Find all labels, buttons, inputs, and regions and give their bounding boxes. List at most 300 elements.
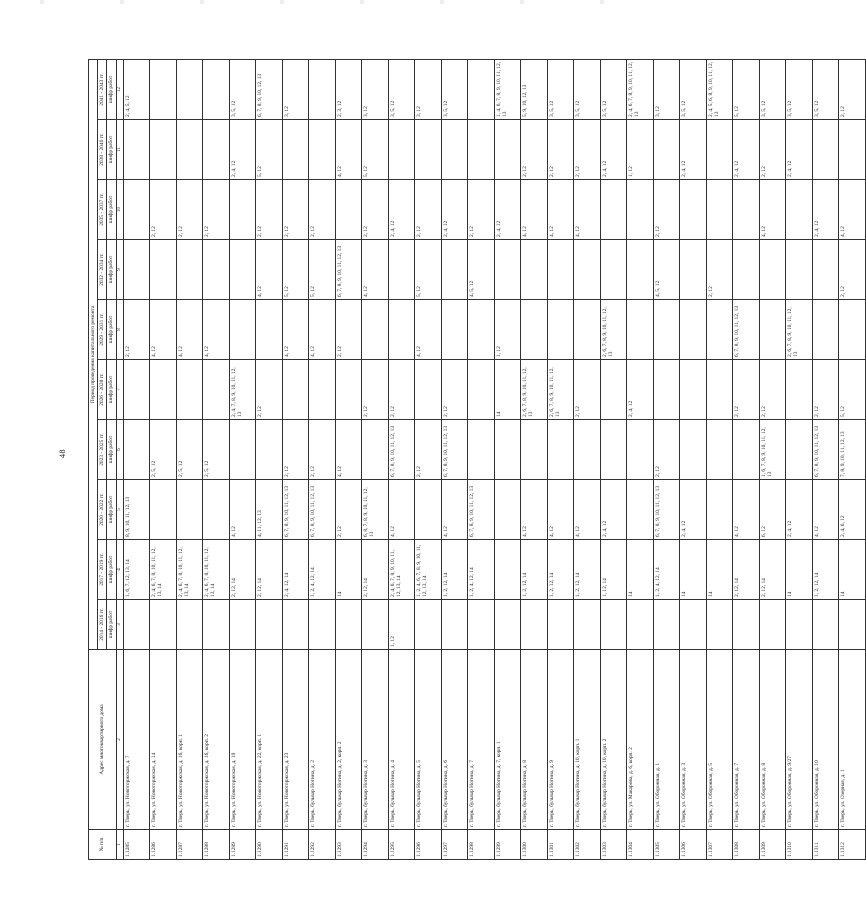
work-code-cell: 4, 12 xyxy=(547,480,574,540)
work-code-cell: 4, 5, 12 xyxy=(468,240,495,300)
work-code-cell xyxy=(150,480,177,540)
work-code-cell: 2, 4, 12 xyxy=(441,180,468,240)
work-code-cell xyxy=(680,300,707,360)
column-number: 8 xyxy=(116,300,123,360)
work-code-cell xyxy=(600,600,627,650)
work-code-cell: 2, 6, 7, 8, 9, 10, 11, 12, 13 xyxy=(600,300,627,360)
row-number-cell: 1.1303 xyxy=(600,830,627,860)
address-cell: г. Тверь, ул. Оборонная, д. 9/27 xyxy=(786,650,813,830)
table-row xyxy=(574,59,601,859)
work-code-cell: 4, 12 xyxy=(521,180,548,240)
work-code-cell: 2, 6, 7, 8, 9, 10, 11, 12, 13 xyxy=(521,360,548,420)
work-code-cell: 2, 12 xyxy=(415,180,442,240)
work-code-cell: 4, 12 xyxy=(229,480,256,540)
address-cell: г. Тверь, ул. Оборонная, д. 3 xyxy=(680,650,707,830)
work-code-cell: 1, 2, 4, 12, 14 xyxy=(653,540,680,600)
work-code-cell xyxy=(680,600,707,650)
work-code-cell: 2, 4, 6, 7, 8, 10, 11, 12, 13, 14 xyxy=(203,540,230,600)
work-code-cell: 1, 2, 4, 12, 14 xyxy=(468,540,495,600)
work-code-cell xyxy=(706,360,733,420)
work-code-cell: 4, 12 xyxy=(521,480,548,540)
work-code-cell: 6, 7, 8, 9, 10, 11, 12, 13 xyxy=(282,480,309,540)
work-code-cell xyxy=(309,360,336,420)
row-number-cell: 1.1296 xyxy=(415,830,442,860)
address-cell: г. Тверь, ул. Новоторжская, д. 22, корп. 1 xyxy=(256,650,283,830)
work-code-cell: 3, 5, 12 xyxy=(574,59,601,119)
work-code-cell: 14 xyxy=(839,540,866,600)
work-code-cell xyxy=(706,300,733,360)
table-row xyxy=(786,59,813,859)
work-code-cell: 2, 12 xyxy=(335,300,362,360)
work-code-cell: 2, 4, 12 xyxy=(229,120,256,180)
work-code-cell xyxy=(494,600,521,650)
table-body xyxy=(123,59,865,859)
work-code-cell xyxy=(574,300,601,360)
work-code-cell: 4, 12 xyxy=(441,480,468,540)
sub-header: шифр работ xyxy=(107,600,116,650)
work-code-cell: 4, 12 xyxy=(176,300,203,360)
column-number: 9 xyxy=(116,240,123,300)
work-code-cell xyxy=(256,300,283,360)
work-code-cell: 3, 5, 12 xyxy=(547,59,574,119)
work-code-cell xyxy=(468,300,495,360)
work-code-cell: 1, 6, 7, 8, 9, 10, 11, 12, 13 xyxy=(759,420,786,480)
work-code-cell xyxy=(786,600,813,650)
work-code-cell: 4, 12 xyxy=(547,180,574,240)
work-code-cell: 2, 12 xyxy=(309,180,336,240)
period-header: 2026 - 2028 гг. xyxy=(98,360,107,420)
work-code-cell: 6, 7, 8, 9, 10, 11, 12, 13 xyxy=(733,300,760,360)
column-number: 12 xyxy=(116,59,123,119)
work-code-cell: 14 xyxy=(680,540,707,600)
work-code-cell: 3, 12 xyxy=(362,59,389,119)
sub-header: шифр работ xyxy=(107,480,116,540)
work-code-cell xyxy=(627,180,654,240)
work-code-cell xyxy=(468,360,495,420)
work-code-cell: 2, 12 xyxy=(123,300,150,360)
work-code-cell xyxy=(786,240,813,300)
work-code-cell: 3, 5, 12 xyxy=(812,59,839,119)
work-code-cell xyxy=(600,420,627,480)
work-code-cell xyxy=(680,240,707,300)
work-code-cell: 14 xyxy=(786,540,813,600)
work-code-cell: 6, 7, 8, 9, 10, 11, 12, 13 xyxy=(812,420,839,480)
work-code-cell xyxy=(123,600,150,650)
work-code-cell: 2, 12 xyxy=(733,360,760,420)
work-code-cell: 1, 12 xyxy=(388,600,415,650)
work-code-cell: 2, 12 xyxy=(839,59,866,119)
work-code-cell xyxy=(203,600,230,650)
work-code-cell xyxy=(123,240,150,300)
period-header: 2017 - 2019 гг. xyxy=(98,540,107,600)
work-code-cell: 2, 12, 14 xyxy=(256,540,283,600)
work-code-cell: 2, 4, 12 xyxy=(680,480,707,540)
work-code-cell: 8, 9, 10, 11, 12, 13 xyxy=(123,480,150,540)
table-row xyxy=(494,59,521,859)
work-code-cell xyxy=(786,420,813,480)
table-row xyxy=(441,59,468,859)
address-cell: г. Тверь, бульвар Ногина, д. 10, корп. 1 xyxy=(574,650,601,830)
address-cell: г. Тверь, ул. Новоторжская, д. 14 xyxy=(150,650,177,830)
row-number-cell: 1.1305 xyxy=(653,830,680,860)
work-code-cell xyxy=(627,240,654,300)
address-cell: г. Тверь, бульвар Ногина, д. 5 xyxy=(415,650,442,830)
period-header: 2029 - 2031 гг. xyxy=(98,300,107,360)
row-number-cell: 1.1286 xyxy=(150,830,177,860)
row-number-cell: 1.1299 xyxy=(494,830,521,860)
column-number: 5 xyxy=(116,480,123,540)
work-code-cell: 2, 4, 6, 7, 8, 10, 11, 12, 13, 14 xyxy=(150,540,177,600)
table-row xyxy=(203,59,230,859)
work-code-cell xyxy=(176,59,203,119)
work-code-cell: 2, 12, 14 xyxy=(362,540,389,600)
address-cell: г. Тверь, ул. Оборонная, д. 1 xyxy=(653,650,680,830)
work-code-cell xyxy=(123,180,150,240)
sub-header: шифр работ xyxy=(107,420,116,480)
sub-header: шифр работ xyxy=(107,180,116,240)
work-code-cell xyxy=(839,600,866,650)
work-code-cell: 3, 5, 12 xyxy=(786,59,813,119)
sub-header: шифр работ xyxy=(107,59,116,119)
work-code-cell xyxy=(256,600,283,650)
work-code-cell xyxy=(600,240,627,300)
work-code-cell: 2, 12 xyxy=(362,180,389,240)
work-code-cell xyxy=(176,240,203,300)
work-code-cell xyxy=(494,120,521,180)
row-number-cell: 1.1298 xyxy=(468,830,495,860)
address-cell: г. Тверь, ул. Новоторжская, д. 23 xyxy=(282,650,309,830)
address-cell: г. Тверь, бульвар Ногина, д. 4 xyxy=(388,650,415,830)
work-code-cell xyxy=(547,300,574,360)
work-code-cell: 14 xyxy=(627,540,654,600)
work-code-cell: 2, 12 xyxy=(256,360,283,420)
sub-header: шифр работ xyxy=(107,240,116,300)
address-cell: г. Тверь, ул. Новоторжская, д. 16, корп. 2 xyxy=(203,650,230,830)
row-number-cell: 1.1297 xyxy=(441,830,468,860)
work-code-cell: 1, 2, 12, 14 xyxy=(574,540,601,600)
work-code-cell xyxy=(759,240,786,300)
sub-header: шифр работ xyxy=(107,120,116,180)
work-code-cell: 3, 12 xyxy=(653,59,680,119)
work-code-cell: 1, 2, 12, 14 xyxy=(547,540,574,600)
work-code-cell xyxy=(229,300,256,360)
work-code-cell xyxy=(150,59,177,119)
work-code-cell xyxy=(494,540,521,600)
work-code-cell: 6, 7, 8, 9, 10, 12, 13 xyxy=(256,59,283,119)
table-row xyxy=(680,59,707,859)
work-code-cell xyxy=(123,360,150,420)
work-code-cell xyxy=(653,360,680,420)
work-code-cell: 2, 4, 5, 6, 8, 9, 10, 11, 12, 13 xyxy=(706,59,733,119)
table-row xyxy=(229,59,256,859)
work-code-cell: 4, 12 xyxy=(733,480,760,540)
work-code-cell xyxy=(468,420,495,480)
work-code-cell xyxy=(282,360,309,420)
work-code-cell: 1, 6, 7, 12, 13, 14 xyxy=(123,540,150,600)
work-code-cell xyxy=(256,420,283,480)
work-code-cell xyxy=(600,180,627,240)
work-code-cell xyxy=(706,600,733,650)
work-code-cell: 1, 2, 12, 14 xyxy=(521,540,548,600)
work-code-cell: 2, 4, 12 xyxy=(786,120,813,180)
address-cell: г. Тверь, ул. Новоторжская, д. 19 xyxy=(229,650,256,830)
work-code-cell xyxy=(229,180,256,240)
work-code-cell: 5, 12 xyxy=(256,120,283,180)
work-code-cell: 3, 12 xyxy=(282,59,309,119)
period-header: 2032 - 2034 гг. xyxy=(98,240,107,300)
work-code-cell: 1, 2, 12, 14 xyxy=(812,540,839,600)
table-row xyxy=(256,59,283,859)
row-number-cell: 1.1290 xyxy=(256,830,283,860)
work-code-cell: 4, 12 xyxy=(282,300,309,360)
work-code-cell: 2, 12 xyxy=(759,360,786,420)
work-code-cell: 4, 12 xyxy=(362,240,389,300)
work-code-cell: 2, 12 xyxy=(282,180,309,240)
work-code-cell xyxy=(362,600,389,650)
work-code-cell xyxy=(574,600,601,650)
row-number-cell: 1.1293 xyxy=(335,830,362,860)
work-code-cell: 5, 12 xyxy=(733,59,760,119)
work-code-cell: 2, 12 xyxy=(468,180,495,240)
work-code-cell xyxy=(574,420,601,480)
table-row xyxy=(733,59,760,859)
row-number-cell: 1.1295 xyxy=(388,830,415,860)
table-row xyxy=(839,59,866,859)
work-code-cell: 6, 7, 8, 9, 10, 11, 12, 13 xyxy=(388,420,415,480)
work-code-cell xyxy=(150,600,177,650)
row-number-cell: 1.1288 xyxy=(203,830,230,860)
work-code-cell: 2, 4, 6, 7, 8, 9, 10, 11, 12, 13, 14 xyxy=(388,540,415,600)
work-code-cell: 2, 4, 6, 7, 8, 9, 10, 11, 12, 13 xyxy=(627,59,654,119)
work-code-cell xyxy=(203,120,230,180)
work-code-cell: 6, 7, 8, 9, 10, 11, 12, 13 xyxy=(468,480,495,540)
work-code-cell xyxy=(733,240,760,300)
table-row xyxy=(706,59,733,859)
work-code-cell: 2, 4, 12 xyxy=(494,180,521,240)
work-code-cell: 2, 5, 12 xyxy=(176,420,203,480)
work-code-cell: 6, 7, 8, 9, 10, 11, 12, 13 xyxy=(441,420,468,480)
work-code-cell: 2, 6, 7, 8, 9, 10, 11, 12, 13 xyxy=(786,300,813,360)
work-code-cell: 4, 12 xyxy=(150,300,177,360)
work-code-cell xyxy=(653,300,680,360)
work-code-cell: 1, 12 xyxy=(494,300,521,360)
work-code-cell: 5, 9, 10, 12, 13 xyxy=(521,59,548,119)
row-number-cell: 1.1291 xyxy=(282,830,309,860)
work-code-cell: 6, 7, 8, 9, 10, 11, 12, 13 xyxy=(335,240,362,300)
work-code-cell: 1, 12 xyxy=(627,120,654,180)
work-code-cell: 4, 12 xyxy=(309,300,336,360)
address-cell: г. Тверь, бульвар Ногина, д. 7 xyxy=(468,650,495,830)
work-code-cell: 3, 5, 12 xyxy=(229,59,256,119)
work-code-cell xyxy=(547,240,574,300)
row-number-cell: 1.1301 xyxy=(547,830,574,860)
work-code-cell xyxy=(759,300,786,360)
work-code-cell: 4, 12 xyxy=(335,420,362,480)
period-header: 2038 - 2040 гг. xyxy=(98,120,107,180)
work-code-cell xyxy=(653,120,680,180)
column-number-row xyxy=(116,59,123,859)
work-code-cell: 7, 8, 9, 10, 11, 12, 13 xyxy=(839,420,866,480)
work-code-cell xyxy=(733,180,760,240)
work-code-cell: 6, 7, 8, 9, 10, 11, 12, 13 xyxy=(309,480,336,540)
address-cell: г. Тверь, бульвар Ногина, д. 2 xyxy=(309,650,336,830)
period-header: 2014 - 2016 гг. xyxy=(98,600,107,650)
work-code-cell xyxy=(547,600,574,650)
work-code-cell: 1, 2, 4, 12, 14 xyxy=(309,540,336,600)
work-code-cell xyxy=(441,300,468,360)
work-code-cell xyxy=(706,120,733,180)
address-cell: г. Тверь, бульвар Ногина, д. 9 xyxy=(547,650,574,830)
work-code-cell: 2, 12 xyxy=(759,120,786,180)
table-row xyxy=(150,59,177,859)
work-code-cell: 2, 12 xyxy=(812,360,839,420)
work-code-cell xyxy=(786,180,813,240)
work-code-cell: 2, 12 xyxy=(574,120,601,180)
address-cell: г. Тверь, бульвар Ногина, д. 8 xyxy=(521,650,548,830)
work-code-cell xyxy=(468,59,495,119)
address-cell: г. Тверь, ул. Макарова, д. 6, корп. 2 xyxy=(627,650,654,830)
table-row xyxy=(282,59,309,859)
table-row xyxy=(176,59,203,859)
work-code-cell xyxy=(282,120,309,180)
work-code-cell: 3, 12 xyxy=(415,59,442,119)
work-code-cell: 5, 12 xyxy=(309,240,336,300)
table-row xyxy=(600,59,627,859)
table-row xyxy=(468,59,495,859)
work-code-cell xyxy=(309,120,336,180)
row-number-cell: 1.1287 xyxy=(176,830,203,860)
work-code-cell xyxy=(547,420,574,480)
work-code-cell: 14 xyxy=(706,540,733,600)
period-group-header: Период проведения капитального ремонта xyxy=(89,59,98,649)
repair-schedule-table xyxy=(88,59,866,860)
work-code-cell: 2, 12, 14 xyxy=(733,540,760,600)
work-code-cell xyxy=(150,240,177,300)
work-code-cell xyxy=(415,480,442,540)
address-cell: г. Тверь, бульвар Ногина, д. 7, корп. 1 xyxy=(494,650,521,830)
work-code-cell xyxy=(203,360,230,420)
table-row xyxy=(415,59,442,859)
work-code-cell xyxy=(494,480,521,540)
work-code-cell: 2, 5, 12 xyxy=(150,420,177,480)
address-cell: г. Тверь, ул. Оборонная, д. 7 xyxy=(733,650,760,830)
work-code-cell xyxy=(441,240,468,300)
work-code-cell: 4, 12 xyxy=(203,300,230,360)
work-code-cell: 4, 5, 12 xyxy=(653,240,680,300)
table-row xyxy=(812,59,839,859)
column-number: 11 xyxy=(116,120,123,180)
work-code-cell: 14 xyxy=(494,360,521,420)
work-code-cell xyxy=(653,600,680,650)
work-code-cell: 3, 5, 12 xyxy=(600,59,627,119)
work-code-cell: 2, 5, 12 xyxy=(203,420,230,480)
work-code-cell: 1, 4, 6, 7, 8, 9, 10, 11, 12, 13 xyxy=(494,59,521,119)
work-code-cell: 2, 4, 12, 14 xyxy=(282,540,309,600)
work-code-cell xyxy=(733,420,760,480)
work-code-cell: 5, 12 xyxy=(839,360,866,420)
work-code-cell: 2, 12 xyxy=(282,420,309,480)
work-code-cell: 1, 12, 14 xyxy=(600,540,627,600)
work-code-cell xyxy=(706,180,733,240)
row-number-cell: 1.1300 xyxy=(521,830,548,860)
address-cell: г. Тверь, ул. Оборонная, д. 5 xyxy=(706,650,733,830)
work-code-cell: 4, 12 xyxy=(256,240,283,300)
col-no-header: № п/п xyxy=(89,830,117,860)
work-code-cell xyxy=(388,120,415,180)
period-header: 2035 - 2037 гг. xyxy=(98,180,107,240)
address-cell: г. Тверь, бульвар Ногина, д. 6 xyxy=(441,650,468,830)
work-code-cell xyxy=(812,300,839,360)
row-number-cell: 1.1308 xyxy=(733,830,760,860)
address-cell: г. Тверь, бульвар Ногина, д. 10, корп. 2 xyxy=(600,650,627,830)
work-code-cell: 2, 12 xyxy=(150,180,177,240)
work-code-cell xyxy=(388,240,415,300)
row-number-cell: 1.1311 xyxy=(812,830,839,860)
table-row xyxy=(521,59,548,859)
work-code-cell: 2, 4, 12 xyxy=(600,480,627,540)
work-code-cell: 4, 12 xyxy=(388,480,415,540)
work-code-cell: 3, 5, 12 xyxy=(680,59,707,119)
work-code-cell xyxy=(282,600,309,650)
work-code-cell xyxy=(706,480,733,540)
work-code-cell: 6, 12 xyxy=(759,480,786,540)
work-code-cell: 2, 12 xyxy=(839,240,866,300)
work-code-cell: 2, 12 xyxy=(388,360,415,420)
work-code-cell: 4, 12 xyxy=(812,480,839,540)
column-number: 6 xyxy=(116,420,123,480)
work-code-cell xyxy=(627,300,654,360)
address-cell: г. Тверь, ул. Новоторжская, д. 16, корп. 1 xyxy=(176,650,203,830)
sub-header: шифр работ xyxy=(107,360,116,420)
row-number-cell: 1.1285 xyxy=(123,830,150,860)
work-code-cell: 2, 12 xyxy=(256,180,283,240)
work-code-cell xyxy=(362,420,389,480)
work-code-cell xyxy=(203,59,230,119)
work-code-cell xyxy=(574,240,601,300)
work-code-cell: 2, 6, 7, 8, 9, 10, 11, 12, 13 xyxy=(547,360,574,420)
work-code-cell: 2, 12 xyxy=(706,240,733,300)
column-number: 3 xyxy=(116,600,123,650)
rotated-table-container xyxy=(88,60,847,860)
address-cell: г. Тверь, ул. Оборонная, д. 10 xyxy=(812,650,839,830)
sub-header: шифр работ xyxy=(107,300,116,360)
period-header: 2020 - 2022 гг. xyxy=(98,480,107,540)
work-code-cell: 2, 4, 12 xyxy=(812,180,839,240)
work-code-cell xyxy=(335,360,362,420)
work-code-cell: 2, 12 xyxy=(441,360,468,420)
table-row xyxy=(547,59,574,859)
work-code-cell: 2, 4, 12 xyxy=(733,120,760,180)
work-code-cell xyxy=(600,360,627,420)
table-row xyxy=(759,59,786,859)
work-code-cell xyxy=(468,120,495,180)
row-number-cell: 1.1310 xyxy=(786,830,813,860)
work-code-cell: 2, 12 xyxy=(521,120,548,180)
work-code-cell xyxy=(441,120,468,180)
work-code-cell xyxy=(176,120,203,180)
address-cell: г. Тверь, бульвар Ногина, д. 2, корп. 2 xyxy=(335,650,362,830)
work-code-cell: 3, 5, 12 xyxy=(759,59,786,119)
work-code-cell: 2, 12 xyxy=(362,360,389,420)
work-code-cell: 2, 12, 14 xyxy=(759,540,786,600)
table-row xyxy=(388,59,415,859)
work-code-cell xyxy=(309,59,336,119)
page-number: 48 xyxy=(58,449,67,458)
scan-edge xyxy=(0,0,640,4)
work-code-cell xyxy=(494,420,521,480)
work-code-cell xyxy=(415,600,442,650)
work-code-cell xyxy=(521,420,548,480)
